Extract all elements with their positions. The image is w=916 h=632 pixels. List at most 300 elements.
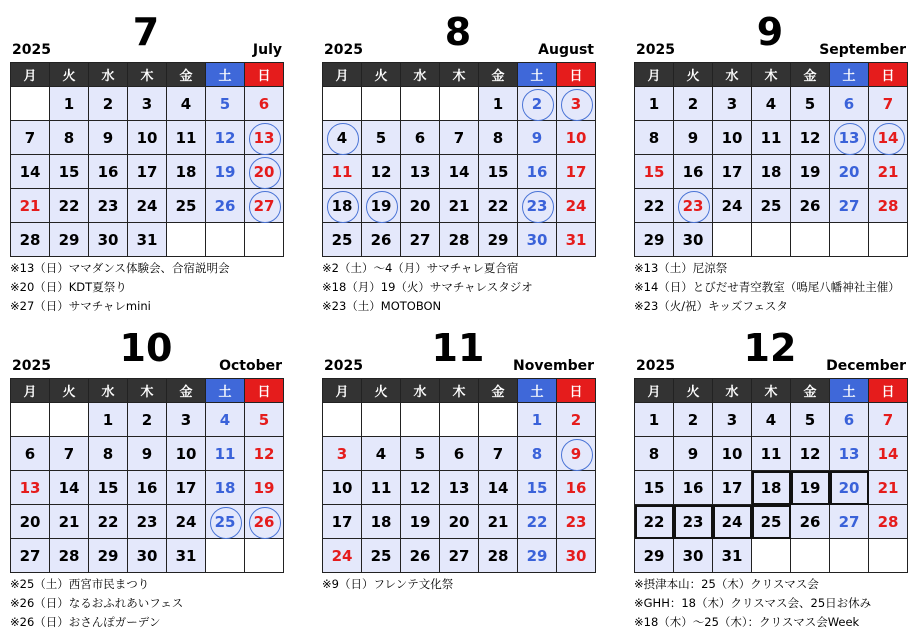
event-notes: [634, 575, 906, 632]
day-cell: 30: [557, 539, 596, 573]
day-cell: 14: [869, 437, 908, 471]
weekday-tue: 火: [674, 63, 713, 87]
weekday-mon: 月: [323, 63, 362, 87]
weekday-sat: 土: [518, 379, 557, 403]
empty-cell: [869, 539, 908, 573]
day-cell: 9: [674, 121, 713, 155]
weekday-wed: 水: [713, 63, 752, 87]
day-cell: 9: [557, 437, 596, 471]
day-cell: 15: [518, 471, 557, 505]
weekday-sat: 土: [518, 63, 557, 87]
day-cell: 4: [752, 87, 791, 121]
day-cell: 6: [830, 87, 869, 121]
day-cell: 10: [713, 437, 752, 471]
event-note: ※13（土）尼涼祭: [634, 261, 728, 275]
empty-cell: [206, 539, 245, 573]
event-note: ※2（土）～4（月）サマチャレ夏合宿: [322, 261, 519, 275]
day-cell: 31: [713, 539, 752, 573]
event-note: ※23（火/祝）キッズフェスタ: [634, 299, 788, 313]
weekday-wed: 水: [89, 379, 128, 403]
day-cell: 30: [674, 539, 713, 573]
calendar-grid: [634, 378, 908, 573]
empty-cell: [323, 403, 362, 437]
weekday-fri: 金: [479, 379, 518, 403]
month-header: [634, 322, 906, 378]
day-cell: 6: [830, 403, 869, 437]
empty-cell: [245, 223, 284, 257]
month-calendar-july: [10, 6, 282, 316]
day-cell: 28: [440, 223, 479, 257]
day-cell: 2: [128, 403, 167, 437]
day-cell: 20: [830, 155, 869, 189]
day-cell: 25: [323, 223, 362, 257]
day-cell: 9: [89, 121, 128, 155]
weekday-sun: 日: [869, 379, 908, 403]
month-number: 7: [132, 10, 160, 54]
day-cell: 17: [713, 471, 752, 505]
day-cell: 5: [791, 403, 830, 437]
month-name: December: [826, 358, 906, 374]
day-cell: 7: [479, 437, 518, 471]
day-cell: 25: [206, 505, 245, 539]
day-cell: 23: [674, 189, 713, 223]
day-cell: 9: [674, 437, 713, 471]
day-cell: 4: [752, 403, 791, 437]
day-cell: 20: [245, 155, 284, 189]
event-note: ※20（日）KDT夏祭り: [10, 280, 127, 294]
day-cell: 28: [11, 223, 50, 257]
empty-cell: [830, 539, 869, 573]
day-cell: 11: [752, 121, 791, 155]
event-notes: [322, 575, 594, 594]
event-note: ※26（日）おさんぽガーデン: [10, 615, 161, 629]
day-cell: 14: [11, 155, 50, 189]
day-cell: 14: [479, 471, 518, 505]
day-cell: 15: [479, 155, 518, 189]
day-cell: 21: [440, 189, 479, 223]
day-cell: 4: [323, 121, 362, 155]
month-calendar-november: [322, 322, 594, 594]
day-cell: 2: [89, 87, 128, 121]
year-label: 2025: [636, 42, 675, 58]
weekday-sun: 日: [557, 63, 596, 87]
day-cell: 24: [713, 189, 752, 223]
empty-cell: [362, 87, 401, 121]
weekday-fri: 金: [791, 63, 830, 87]
weekday-sun: 日: [245, 63, 284, 87]
day-cell: 4: [167, 87, 206, 121]
weekday-wed: 水: [713, 379, 752, 403]
empty-cell: [362, 403, 401, 437]
day-cell: 3: [167, 403, 206, 437]
day-cell: 7: [11, 121, 50, 155]
year-label: 2025: [324, 42, 363, 58]
day-cell: 22: [479, 189, 518, 223]
day-cell: 18: [323, 189, 362, 223]
year-label: 2025: [12, 358, 51, 374]
empty-cell: [11, 87, 50, 121]
year-label: 2025: [636, 358, 675, 374]
calendar-grid: [322, 62, 596, 257]
event-note: ※13（日）ママダンス体験会、合宿説明会: [10, 261, 230, 275]
day-cell: 24: [128, 189, 167, 223]
day-cell: 30: [128, 539, 167, 573]
day-cell: 7: [869, 87, 908, 121]
weekday-thu: 木: [440, 63, 479, 87]
day-cell: 4: [362, 437, 401, 471]
day-cell: 22: [50, 189, 89, 223]
month-header: [10, 322, 282, 378]
day-cell: 14: [869, 121, 908, 155]
day-cell: 3: [323, 437, 362, 471]
day-cell: 13: [440, 471, 479, 505]
day-cell: 26: [362, 223, 401, 257]
day-cell: 29: [50, 223, 89, 257]
event-note: ※25（土）西宮市民まつり: [10, 577, 150, 591]
day-cell: 10: [167, 437, 206, 471]
day-cell: 16: [674, 155, 713, 189]
day-cell: 27: [440, 539, 479, 573]
event-notes: [634, 259, 906, 316]
day-cell: 26: [791, 189, 830, 223]
day-cell: 29: [518, 539, 557, 573]
day-cell: 10: [128, 121, 167, 155]
empty-cell: [401, 87, 440, 121]
day-cell: 25: [167, 189, 206, 223]
day-cell: 2: [557, 403, 596, 437]
day-cell: 29: [635, 223, 674, 257]
day-cell: 6: [440, 437, 479, 471]
day-cell: 22: [89, 505, 128, 539]
day-cell: 16: [89, 155, 128, 189]
day-cell: 16: [518, 155, 557, 189]
month-number: 8: [444, 10, 472, 54]
day-cell: 19: [401, 505, 440, 539]
day-cell: 29: [635, 539, 674, 573]
day-cell: 3: [128, 87, 167, 121]
day-cell: 24: [557, 189, 596, 223]
day-cell: 1: [518, 403, 557, 437]
year-label: 2025: [324, 358, 363, 374]
day-cell: 19: [791, 471, 830, 505]
day-cell: 28: [50, 539, 89, 573]
day-cell: 26: [401, 539, 440, 573]
weekday-mon: 月: [635, 63, 674, 87]
day-cell: 25: [752, 189, 791, 223]
empty-cell: [479, 403, 518, 437]
day-cell: 8: [479, 121, 518, 155]
day-cell: 24: [323, 539, 362, 573]
weekday-thu: 木: [128, 379, 167, 403]
day-cell: 25: [362, 539, 401, 573]
weekday-thu: 木: [752, 63, 791, 87]
day-cell: 5: [401, 437, 440, 471]
day-cell: 14: [50, 471, 89, 505]
day-cell: 6: [11, 437, 50, 471]
day-cell: 27: [830, 505, 869, 539]
day-cell: 22: [518, 505, 557, 539]
day-cell: 1: [50, 87, 89, 121]
empty-cell: [401, 403, 440, 437]
day-cell: 24: [167, 505, 206, 539]
month-name: July: [252, 42, 282, 58]
day-cell: 24: [713, 505, 752, 539]
day-cell: 30: [89, 223, 128, 257]
calendar-grid: [10, 378, 284, 573]
month-number: 9: [756, 10, 784, 54]
day-cell: 13: [245, 121, 284, 155]
month-calendar-august: [322, 6, 594, 316]
day-cell: 12: [245, 437, 284, 471]
month-number: 12: [743, 326, 797, 370]
weekday-fri: 金: [791, 379, 830, 403]
day-cell: 16: [557, 471, 596, 505]
day-cell: 3: [713, 87, 752, 121]
weekday-wed: 水: [401, 63, 440, 87]
event-note: ※27（日）サマチャレmini: [10, 299, 151, 313]
day-cell: 12: [362, 155, 401, 189]
day-cell: 14: [440, 155, 479, 189]
day-cell: 2: [674, 403, 713, 437]
day-cell: 31: [167, 539, 206, 573]
day-cell: 12: [791, 437, 830, 471]
weekday-mon: 月: [323, 379, 362, 403]
day-cell: 18: [362, 505, 401, 539]
day-cell: 10: [323, 471, 362, 505]
day-cell: 11: [167, 121, 206, 155]
empty-cell: [869, 223, 908, 257]
weekday-fri: 金: [167, 379, 206, 403]
day-cell: 8: [635, 121, 674, 155]
day-cell: 20: [401, 189, 440, 223]
weekday-tue: 火: [50, 63, 89, 87]
weekday-sun: 日: [557, 379, 596, 403]
day-cell: 15: [50, 155, 89, 189]
day-cell: 12: [206, 121, 245, 155]
day-cell: 8: [518, 437, 557, 471]
empty-cell: [167, 223, 206, 257]
day-cell: 20: [11, 505, 50, 539]
event-note: ※23（土）MOTOBON: [322, 299, 442, 313]
empty-cell: [245, 539, 284, 573]
weekday-sat: 土: [206, 63, 245, 87]
day-cell: 15: [635, 155, 674, 189]
day-cell: 4: [206, 403, 245, 437]
day-cell: 22: [635, 189, 674, 223]
month-name: November: [513, 358, 594, 374]
month-number: 11: [431, 326, 485, 370]
day-cell: 13: [11, 471, 50, 505]
day-cell: 29: [479, 223, 518, 257]
event-notes: [10, 575, 282, 632]
empty-cell: [752, 223, 791, 257]
weekday-tue: 火: [674, 379, 713, 403]
day-cell: 8: [50, 121, 89, 155]
day-cell: 8: [635, 437, 674, 471]
day-cell: 15: [635, 471, 674, 505]
day-cell: 2: [518, 87, 557, 121]
month-calendar-october: [10, 322, 282, 632]
day-cell: 21: [50, 505, 89, 539]
day-cell: 9: [518, 121, 557, 155]
day-cell: 21: [869, 155, 908, 189]
day-cell: 18: [167, 155, 206, 189]
month-number: 10: [119, 326, 173, 370]
weekday-tue: 火: [362, 63, 401, 87]
day-cell: 16: [128, 471, 167, 505]
day-cell: 17: [713, 155, 752, 189]
day-cell: 21: [11, 189, 50, 223]
empty-cell: [323, 87, 362, 121]
empty-cell: [830, 223, 869, 257]
event-note: ※26（日）なるおふれあいフェス: [10, 596, 184, 610]
day-cell: 18: [752, 471, 791, 505]
day-cell: 27: [830, 189, 869, 223]
weekday-tue: 火: [50, 379, 89, 403]
day-cell: 7: [50, 437, 89, 471]
month-name: October: [219, 358, 282, 374]
empty-cell: [713, 223, 752, 257]
day-cell: 12: [791, 121, 830, 155]
day-cell: 23: [128, 505, 167, 539]
day-cell: 28: [869, 505, 908, 539]
day-cell: 5: [206, 87, 245, 121]
day-cell: 10: [713, 121, 752, 155]
event-note: ※14（日）とびだせ青空教室（鳴尾八幡神社主催）: [634, 280, 900, 294]
event-note: ※摂津本山：25（木）クリスマス会: [634, 577, 819, 591]
day-cell: 20: [830, 471, 869, 505]
day-cell: 6: [401, 121, 440, 155]
empty-cell: [11, 403, 50, 437]
day-cell: 6: [245, 87, 284, 121]
weekday-fri: 金: [479, 63, 518, 87]
day-cell: 31: [557, 223, 596, 257]
day-cell: 30: [518, 223, 557, 257]
day-cell: 19: [362, 189, 401, 223]
calendar-grid: [322, 378, 596, 573]
day-cell: 3: [713, 403, 752, 437]
day-cell: 18: [206, 471, 245, 505]
day-cell: 1: [479, 87, 518, 121]
day-cell: 27: [401, 223, 440, 257]
day-cell: 19: [245, 471, 284, 505]
day-cell: 5: [245, 403, 284, 437]
weekday-tue: 火: [362, 379, 401, 403]
day-cell: 21: [869, 471, 908, 505]
event-note: ※18（月）19（火）サマチャレスタジオ: [322, 280, 533, 294]
weekday-fri: 金: [167, 63, 206, 87]
day-cell: 25: [752, 505, 791, 539]
event-notes: [322, 259, 594, 316]
day-cell: 17: [128, 155, 167, 189]
day-cell: 23: [518, 189, 557, 223]
day-cell: 29: [89, 539, 128, 573]
empty-cell: [791, 223, 830, 257]
day-cell: 26: [791, 505, 830, 539]
day-cell: 1: [635, 403, 674, 437]
empty-cell: [440, 403, 479, 437]
day-cell: 13: [401, 155, 440, 189]
weekday-thu: 木: [752, 379, 791, 403]
day-cell: 26: [245, 505, 284, 539]
day-cell: 17: [167, 471, 206, 505]
day-cell: 11: [206, 437, 245, 471]
day-cell: 11: [323, 155, 362, 189]
day-cell: 21: [479, 505, 518, 539]
day-cell: 27: [11, 539, 50, 573]
day-cell: 23: [89, 189, 128, 223]
day-cell: 23: [674, 505, 713, 539]
calendar-grid: [10, 62, 284, 257]
event-note: ※GHH：18（木）クリスマス会、25日お休み: [634, 596, 872, 610]
day-cell: 27: [245, 189, 284, 223]
day-cell: 1: [89, 403, 128, 437]
weekday-mon: 月: [11, 63, 50, 87]
weekday-wed: 水: [89, 63, 128, 87]
day-cell: 31: [128, 223, 167, 257]
day-cell: 22: [635, 505, 674, 539]
month-header: [634, 6, 906, 62]
weekday-sun: 日: [245, 379, 284, 403]
day-cell: 23: [557, 505, 596, 539]
day-cell: 5: [362, 121, 401, 155]
day-cell: 28: [479, 539, 518, 573]
event-note: ※18（木）～25（木）：クリスマス会Week: [634, 615, 860, 629]
day-cell: 17: [557, 155, 596, 189]
calendar-grid: [634, 62, 908, 257]
weekday-sun: 日: [869, 63, 908, 87]
empty-cell: [791, 539, 830, 573]
month-header: [322, 6, 594, 62]
day-cell: 5: [791, 87, 830, 121]
day-cell: 12: [401, 471, 440, 505]
day-cell: 2: [674, 87, 713, 121]
day-cell: 9: [128, 437, 167, 471]
day-cell: 19: [791, 155, 830, 189]
day-cell: 10: [557, 121, 596, 155]
day-cell: 30: [674, 223, 713, 257]
empty-cell: [50, 403, 89, 437]
day-cell: 8: [89, 437, 128, 471]
empty-cell: [206, 223, 245, 257]
weekday-mon: 月: [11, 379, 50, 403]
day-cell: 16: [674, 471, 713, 505]
day-cell: 20: [440, 505, 479, 539]
day-cell: 26: [206, 189, 245, 223]
weekday-thu: 木: [128, 63, 167, 87]
day-cell: 13: [830, 121, 869, 155]
day-cell: 15: [89, 471, 128, 505]
event-note: ※9（日）フレンテ文化祭: [322, 577, 454, 591]
day-cell: 7: [869, 403, 908, 437]
day-cell: 28: [869, 189, 908, 223]
month-name: September: [819, 42, 906, 58]
day-cell: 11: [752, 437, 791, 471]
event-notes: [10, 259, 282, 316]
weekday-sat: 土: [830, 63, 869, 87]
month-calendar-december: [634, 322, 906, 632]
month-header: [10, 6, 282, 62]
day-cell: 13: [830, 437, 869, 471]
day-cell: 17: [323, 505, 362, 539]
day-cell: 3: [557, 87, 596, 121]
month-calendar-september: [634, 6, 906, 316]
weekday-sat: 土: [830, 379, 869, 403]
day-cell: 18: [752, 155, 791, 189]
month-name: August: [538, 42, 594, 58]
day-cell: 19: [206, 155, 245, 189]
day-cell: 7: [440, 121, 479, 155]
